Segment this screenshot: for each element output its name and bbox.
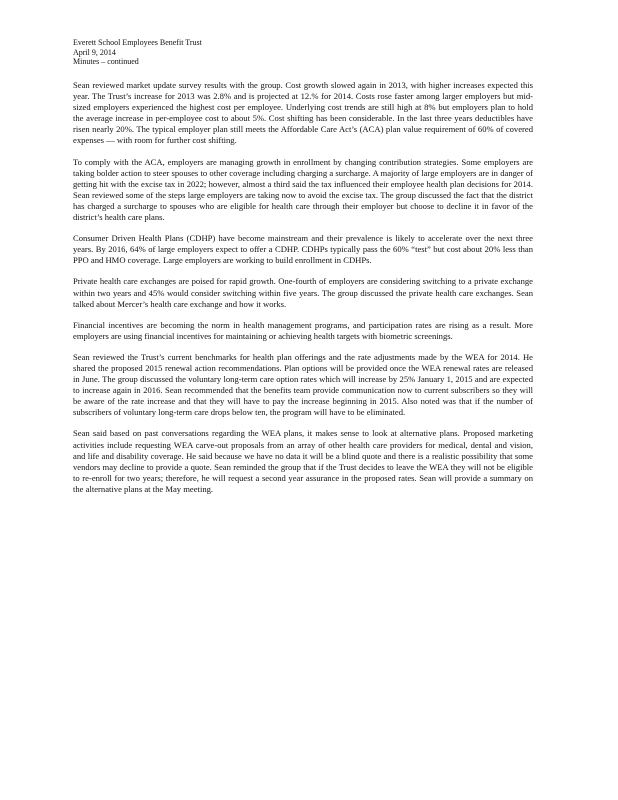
paragraph-aca-compliance: To comply with the ACA, employers are managing growth in enrollment by changing contribution strategies. Some employers are taking bolder action to steer spouses to other coverage including charging a surcharge. A majority of large employers are in danger of getting hit with the excise tax in 2022; however, almost a third said the tax influenced their employee health plan decisions for 2014. Sean reviewed some of the steps large employers are taking now to avoid the excise tax. The group discussed the fact that the district has charged a surcharge to spouses who are eligible for health care through their employer but choose to decline it in favor of the district’s health care plans. [73, 156, 533, 223]
paragraph-benchmarks-renewal: Sean reviewed the Trust’s current benchmarks for health plan offerings and the rate adjustments made by the WEA for 2014. He shared the proposed 2015 renewal action recommendations. Plan options will be provided once the WEA renewal rates are released in June. The group discussed the voluntary long-term care option rates which will increase by 25% January 1, 2015 and are expected to increase again in 2016. Sean recommended that the benefits team provide communication now to current subscribers so they will be aware of the rate increase and that they will have to pay the increase beginning in 2015. Also noted was that if the number of subscribers of voluntary long-term care drops below ten, the program will have to be eliminated. [73, 351, 533, 418]
paragraph-alternative-plans: Sean said based on past conversations regarding the WEA plans, it makes sense to look at alternative plans. Proposed marketing activities include requesting WEA carve-out proposals from an array of other health care providers for medical, dental and vision, and life and disability coverage. He said because we have no data it will be a blind quote and there is a realistic possibility that some vendors may decline to provide a quote. Sean reminded the group that if the Trust decides to leave the WEA they will not be eligible to re-enroll for two years; therefore, he will request a second year assurance in the proposed rates. Sean will provide a summary on the alternative plans at the May meeting. [73, 428, 533, 494]
paragraph-cdhp: Consumer Driven Health Plans (CDHP) have become mainstream and their prevalence is likely to accelerate over the next three years. By 2016, 64% of large employers expect to offer a CDHP. CDHPs typically pass the 60% “test” but cost about 20% less than PPO and HMO coverage. Large employers are working to build enrollment in CDHPs. [73, 233, 533, 266]
paragraph-financial-incentives: Financial incentives are becoming the norm in health management programs, and participation rates are rising as a result. More employers are using financial incentives for maintaining or achieving health targets with biometric screenings. [73, 319, 533, 341]
minutes-continued-label: Minutes – continued [73, 57, 139, 66]
organization-name: Everett School Employees Benefit Trust [73, 38, 202, 47]
meeting-date: April 9, 2014 [73, 47, 116, 57]
paragraph-market-survey: Sean reviewed market update survey results with the group. Cost growth slowed again in 2013, with higher increases expected this year. The Trust’s increase for 2013 was 2.8% and is projected at 12.% for 2014. Costs rose faster among larger employers but mid-sized employers experienced the highest cost per employee. Underlying cost trends are still high at 8% but employers plan to hold the average increase in per-employee cost to about 5%. Cost shifting has been considerable. In the last three years deductibles have risen nearly 20%. The typical employer plan still meets the Affordable Care Act’s (ACA) plan value requirement of 60% of covered expenses — with room for further cost shifting. [73, 80, 533, 146]
minutes-body [73, 80, 533, 505]
paragraph-private-exchanges: Private health care exchanges are poised for rapid growth. One-fourth of employers are considering switching to a private exchange within two years and 45% would consider switching within five years. The group discussed the private health care exchanges. Sean talked about Mercer’s health care exchange and how it works. [73, 276, 533, 309]
document-header [73, 38, 202, 67]
